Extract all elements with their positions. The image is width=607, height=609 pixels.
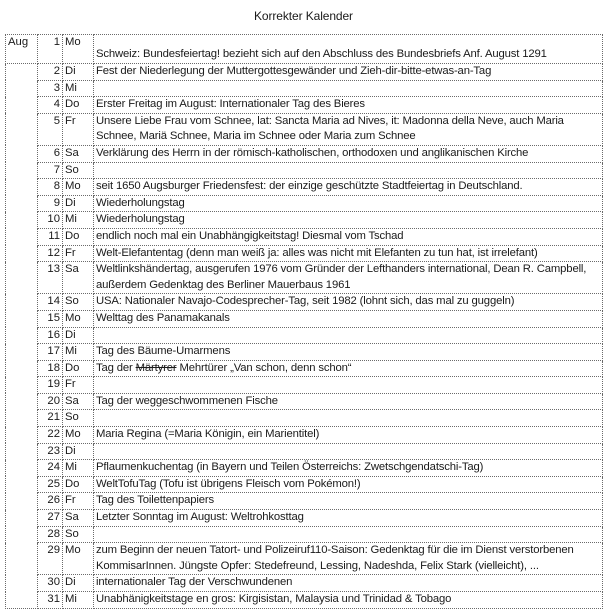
calendar-row	[6, 543, 603, 575]
page-title: Korrekter Kalender	[254, 9, 353, 23]
day-number-cell[interactable]: 28	[38, 526, 63, 543]
day-number-cell[interactable]: 18	[38, 360, 63, 377]
event-description-cell[interactable]: Weltlinkshändertag, ausgerufen 1976 vom Gründer der Lefthanders international, Dean R. Campbell, außerdem Gedenktag des Berliner Mauerbaus 1961	[94, 262, 603, 294]
weekday-cell[interactable]: Di	[63, 575, 94, 592]
event-description-cell[interactable]: Erster Freitag im August: Internationaler Tag des Bieres	[94, 97, 603, 114]
day-number-cell[interactable]: 23	[38, 443, 63, 460]
calendar-row	[6, 460, 603, 477]
day-number-cell[interactable]: 5	[38, 113, 63, 145]
month-cell[interactable]	[6, 443, 38, 460]
day-number-cell[interactable]: 4	[38, 97, 63, 114]
calendar-row	[6, 592, 603, 609]
month-cell[interactable]	[6, 526, 38, 543]
day-number-cell[interactable]: 20	[38, 393, 63, 410]
event-description-cell[interactable]: Pflaumenkuchentag (in Bayern und Teilen Österreichs: Zwetschgendatschi-Tag)	[94, 460, 603, 477]
weekday-cell[interactable]: Sa	[63, 145, 94, 162]
event-description-cell[interactable]: internationaler Tag der Verschwundenen	[94, 575, 603, 592]
event-description-cell[interactable]: Wiederholungstag	[94, 195, 603, 212]
event-description-cell[interactable]: Letzter Sonntag im August: Weltrohkosttag	[94, 510, 603, 527]
day-number-cell[interactable]: 2	[38, 64, 63, 81]
day-number-cell[interactable]: 25	[38, 476, 63, 493]
event-description-cell[interactable]: Wiederholungstag	[94, 212, 603, 229]
month-cell[interactable]	[6, 162, 38, 179]
event-description-cell[interactable]	[94, 360, 603, 377]
calendar-row	[6, 310, 603, 327]
calendar-row	[6, 179, 603, 196]
day-number-cell[interactable]: 15	[38, 310, 63, 327]
event-description-cell[interactable]: Tag der weggeschwommenen Fische	[94, 393, 603, 410]
weekday-cell[interactable]: So	[63, 294, 94, 311]
weekday-cell[interactable]: Mi	[63, 344, 94, 361]
day-number-cell[interactable]: 22	[38, 427, 63, 444]
weekday-cell[interactable]: So	[63, 410, 94, 427]
calendar-row	[6, 360, 603, 377]
weekday-cell[interactable]: Sa	[63, 262, 94, 294]
day-number-cell[interactable]: 3	[38, 80, 63, 97]
day-number-cell[interactable]: 30	[38, 575, 63, 592]
day-number-cell[interactable]: 11	[38, 228, 63, 245]
calendar-row	[6, 427, 603, 444]
month-cell[interactable]	[6, 460, 38, 477]
weekday-cell[interactable]: Do	[63, 476, 94, 493]
month-cell[interactable]	[6, 410, 38, 427]
month-cell[interactable]	[6, 245, 38, 262]
month-cell[interactable]	[6, 179, 38, 196]
event-text-after: Mehrtürer „Van schon, denn schon“	[176, 361, 352, 374]
event-description-cell[interactable]: Fest der Niederlegung der Muttergottesgewänder und Zieh-dir-bitte-etwas-an-Tag	[94, 64, 603, 81]
day-number-cell[interactable]: 21	[38, 410, 63, 427]
calendar-row	[6, 162, 603, 179]
weekday-cell[interactable]: Fr	[63, 493, 94, 510]
calendar-row	[6, 35, 603, 64]
weekday-cell[interactable]: Do	[63, 228, 94, 245]
event-description-cell[interactable]: WeltTofuTag (Tofu ist übrigens Fleisch vom Pokémon!)	[94, 476, 603, 493]
event-description-cell[interactable]: Welt-Elefantentag (denn man weiß ja: alles was nicht mit Elefanten zu tun hat, ist irrelefant)	[94, 245, 603, 262]
weekday-cell[interactable]: Fr	[63, 113, 94, 145]
calendar-row	[6, 195, 603, 212]
event-description-cell[interactable]	[94, 410, 603, 427]
day-number-cell[interactable]: 19	[38, 377, 63, 394]
month-cell[interactable]	[6, 360, 38, 377]
calendar-row	[6, 410, 603, 427]
month-cell[interactable]	[6, 510, 38, 527]
calendar-row	[6, 575, 603, 592]
calendar-row	[6, 476, 603, 493]
month-cell[interactable]	[6, 64, 38, 81]
day-number-cell[interactable]: 10	[38, 212, 63, 229]
month-cell[interactable]	[6, 212, 38, 229]
calendar-row	[6, 212, 603, 229]
calendar-row	[6, 245, 603, 262]
month-cell[interactable]	[6, 195, 38, 212]
weekday-cell[interactable]: Fr	[63, 245, 94, 262]
weekday-cell[interactable]: Mo	[63, 179, 94, 196]
weekday-cell[interactable]: So	[63, 526, 94, 543]
weekday-cell[interactable]: Mo	[63, 35, 94, 64]
day-number-cell[interactable]: 1	[38, 35, 63, 64]
weekday-cell[interactable]: Do	[63, 97, 94, 114]
event-description-cell[interactable]	[94, 443, 603, 460]
month-cell[interactable]	[6, 97, 38, 114]
weekday-cell[interactable]: Mi	[63, 460, 94, 477]
day-number-cell[interactable]: 12	[38, 245, 63, 262]
calendar-row	[6, 393, 603, 410]
month-cell[interactable]	[6, 327, 38, 344]
day-number-cell[interactable]: 24	[38, 460, 63, 477]
weekday-cell[interactable]: Di	[63, 195, 94, 212]
calendar-row	[6, 294, 603, 311]
day-number-cell[interactable]: 9	[38, 195, 63, 212]
event-description-cell[interactable]	[94, 377, 603, 394]
weekday-cell[interactable]: Sa	[63, 510, 94, 527]
event-description-cell[interactable]: endlich noch mal ein Unabhängigkeitstag! Diesmal vom Tschad	[94, 228, 603, 245]
day-number-cell[interactable]: 26	[38, 493, 63, 510]
weekday-cell[interactable]: Mo	[63, 427, 94, 444]
day-number-cell[interactable]: 7	[38, 162, 63, 179]
month-cell[interactable]: Aug	[6, 35, 38, 64]
event-description-cell[interactable]	[94, 162, 603, 179]
weekday-cell[interactable]: Di	[63, 327, 94, 344]
day-number-cell[interactable]: 31	[38, 592, 63, 609]
month-cell[interactable]	[6, 543, 38, 575]
calendar-row	[6, 113, 603, 145]
month-cell[interactable]	[6, 294, 38, 311]
event-description-cell[interactable]	[94, 80, 603, 97]
calendar-row	[6, 443, 603, 460]
calendar-row	[6, 97, 603, 114]
calendar-row	[6, 526, 603, 543]
event-description-cell[interactable]: seit 1650 Augsburger Friedensfest: der einzige geschützte Stadtfeiertag in Deutschland.	[94, 179, 603, 196]
event-description-cell[interactable]: Unabhänigkeitstage en gros: Kirgisistan, Malaysia und Trinidad & Tobago	[94, 592, 603, 609]
calendar-row	[6, 262, 603, 294]
event-description-cell[interactable]: USA: Nationaler Navajo-Codesprecher-Tag, seit 1982 (lohnt sich, das mal zu guggeln)	[94, 294, 603, 311]
event-description-cell[interactable]	[94, 526, 603, 543]
month-cell[interactable]	[6, 344, 38, 361]
day-number-cell[interactable]: 8	[38, 179, 63, 196]
month-cell[interactable]	[6, 476, 38, 493]
day-number-cell[interactable]: 6	[38, 145, 63, 162]
month-cell[interactable]	[6, 393, 38, 410]
calendar-row	[6, 327, 603, 344]
calendar-row	[6, 80, 603, 97]
month-cell[interactable]	[6, 113, 38, 145]
weekday-cell[interactable]: So	[63, 162, 94, 179]
weekday-cell[interactable]: Fr	[63, 377, 94, 394]
event-text-before: Tag der	[96, 361, 136, 374]
event-description-cell[interactable]: Tag des Bäume-Umarmens	[94, 344, 603, 361]
weekday-cell[interactable]: Di	[63, 64, 94, 81]
month-cell[interactable]	[6, 310, 38, 327]
month-cell[interactable]	[6, 592, 38, 609]
weekday-cell[interactable]: Mo	[63, 310, 94, 327]
month-cell[interactable]	[6, 80, 38, 97]
event-description-cell[interactable]	[94, 327, 603, 344]
weekday-cell[interactable]: Mi	[63, 592, 94, 609]
day-number-cell[interactable]: 17	[38, 344, 63, 361]
calendar-row	[6, 510, 603, 527]
event-description-cell[interactable]: zum Beginn der neuen Tatort- und Polizeiruf110-Saison: Gedenktag für die im Dienst verstorbenen KommisarInnen. Jüngste Opfer: Stedefreund, Lessing, Nadeshda, Felix Stark (vielleicht), ...	[94, 543, 603, 575]
weekday-cell[interactable]: Do	[63, 360, 94, 377]
event-description-cell[interactable]: Welttag des Panamakanals	[94, 310, 603, 327]
month-cell[interactable]	[6, 493, 38, 510]
event-description-cell[interactable]: Schweiz: Bundesfeiertag! bezieht sich auf den Abschluss des Bundesbriefs Anf. August 1291	[94, 35, 603, 64]
weekday-cell[interactable]: Di	[63, 443, 94, 460]
calendar-row	[6, 344, 603, 361]
month-cell[interactable]	[6, 575, 38, 592]
event-description-cell[interactable]: Maria Regina (=Maria Königin, ein Marientitel)	[94, 427, 603, 444]
struck-through-text: Märtyrer	[135, 361, 177, 374]
month-cell[interactable]	[6, 377, 38, 394]
event-description-cell[interactable]: Verklärung des Herrn in der römisch-katholischen, orthodoxen und anglikanischen Kirche	[94, 145, 603, 162]
weekday-cell[interactable]: Mi	[63, 212, 94, 229]
day-number-cell[interactable]: 29	[38, 543, 63, 575]
calendar-row	[6, 493, 603, 510]
month-cell[interactable]	[6, 145, 38, 162]
calendar-row	[6, 64, 603, 81]
day-number-cell[interactable]: 13	[38, 262, 63, 294]
month-cell[interactable]	[6, 228, 38, 245]
calendar-row	[6, 145, 603, 162]
day-number-cell[interactable]: 16	[38, 327, 63, 344]
calendar-row	[6, 377, 603, 394]
event-description-cell[interactable]: Unsere Liebe Frau vom Schnee, lat: Sancta Maria ad Nives, it: Madonna della Neve, auch Maria Schnee, Mariä Schnee, Maria im Schnee oder Maria zum Schnee	[94, 113, 603, 145]
day-number-cell[interactable]: 27	[38, 510, 63, 527]
weekday-cell[interactable]: Mi	[63, 80, 94, 97]
calendar-row	[6, 228, 603, 245]
weekday-cell[interactable]: Sa	[63, 393, 94, 410]
weekday-cell[interactable]: Mo	[63, 543, 94, 575]
month-cell[interactable]	[6, 262, 38, 294]
month-cell[interactable]	[6, 427, 38, 444]
calendar-table	[5, 34, 603, 609]
event-description-cell[interactable]: Tag des Toilettenpapiers	[94, 493, 603, 510]
day-number-cell[interactable]: 14	[38, 294, 63, 311]
